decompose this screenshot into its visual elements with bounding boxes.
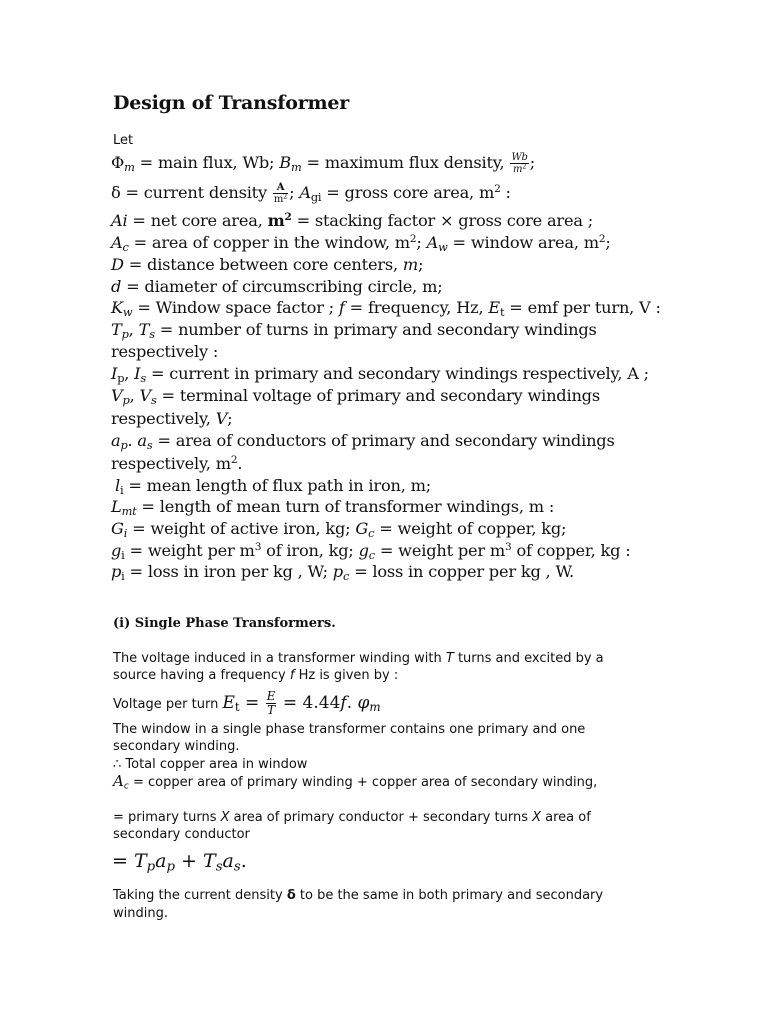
intro-text: Let	[113, 133, 134, 148]
definition-line-17: $G_i$ = weight of active iron, kg; $G_c$ = weight of copper, kg;	[111, 519, 567, 540]
body-line-10: winding.	[113, 906, 168, 921]
fraction-wb-m2: $\frac{Wb}{m^2}$	[511, 152, 528, 175]
body-line-8: secondary conductor	[113, 827, 250, 842]
definition-line-15: $l_i$ = mean length of flux path in iron, m;	[115, 476, 432, 497]
definition-line-6: d = diameter of circumscribing circle, m;	[111, 277, 443, 296]
definition-line-12: respectively, V;	[111, 409, 233, 428]
definition-line-13: $a_p$. $a_s$ = area of conductors of primary and secondary windings	[111, 431, 615, 452]
body-line-7: = primary turns X area of primary conductor + secondary turns X area of	[113, 810, 591, 825]
body-line-5: ∴ Total copper area in window	[113, 757, 308, 772]
definition-line-14: respectively, $m^2$.	[111, 454, 243, 473]
definition-line-4: $A_c$ = area of copper in the window, $m^2$; $A_w$ = window area, $m^2$;	[111, 233, 611, 254]
body-line-2: source having a frequency f Hz is given by :	[113, 668, 399, 683]
body-line-9: Taking the current density δ to be the same in both primary and secondary	[113, 888, 604, 903]
document-title: Design of Transformer	[113, 92, 350, 114]
definition-line-10: $I_p$, $I_s$ = current in primary and secondary windings respectively, A ;	[111, 364, 649, 385]
definition-line-2: δ = current density $\frac{A}{m^2}$ ; $A_{gi}$ = gross core area, $m^2$ :	[111, 182, 511, 205]
body-line-3: The window in a single phase transformer contains one primary and one	[113, 722, 586, 737]
copper-area-equation: = $T_pa_p + T_sa_s$.	[112, 850, 247, 875]
definition-line-18: $g_i$ = weight per $m^3$ of iron, kg; $g_c$ = weight per $m^3$ of copper, kg :	[111, 541, 631, 562]
definition-line-11: $V_p$, $V_s$ = terminal voltage of primary and secondary windings	[111, 386, 600, 407]
definition-line-9: respectively :	[111, 342, 219, 361]
body-line-4: secondary winding.	[113, 739, 240, 754]
definition-line-19: $p_i$ = loss in iron per kg , W; $p_c$ = loss in copper per kg , W.	[111, 562, 574, 583]
definition-line-16: $L_{mt}$ = length of mean turn of transformer windings, m :	[111, 497, 555, 518]
fraction-e-over-t: $\frac{E}{T}$	[266, 689, 276, 717]
body-line-6: $A_c$ = copper area of primary winding + copper area of secondary winding,	[113, 772, 598, 792]
definition-line-3: Ai = net core area, $m^2$ = stacking factor × gross core area ;	[111, 211, 593, 230]
voltage-per-turn-line: Voltage per turn $E_t$ = $\frac{E}{T}$ = 4.44f. $\varphi_m$	[113, 689, 381, 717]
section-heading: (i) Single Phase Transformers.	[113, 616, 336, 631]
definition-line-7: $K_w$ = Window space factor ; f = frequency, Hz, $E_t$ = emf per turn, V :	[111, 298, 661, 319]
definition-line-5: D = distance between core centers, m;	[111, 255, 424, 274]
definition-line-1: $\Phi_m$ = main flux, Wb; $B_m$ = maximum flux density, $\frac{Wb}{m^2}$ ;	[111, 152, 535, 175]
definition-line-8: $T_p$, $T_s$ = number of turns in primary and secondary windings	[111, 320, 597, 341]
body-line-1: The voltage induced in a transformer winding with T turns and excited by a	[113, 651, 604, 666]
fraction-a-m2: $\frac{A}{m^2}$	[273, 182, 288, 205]
